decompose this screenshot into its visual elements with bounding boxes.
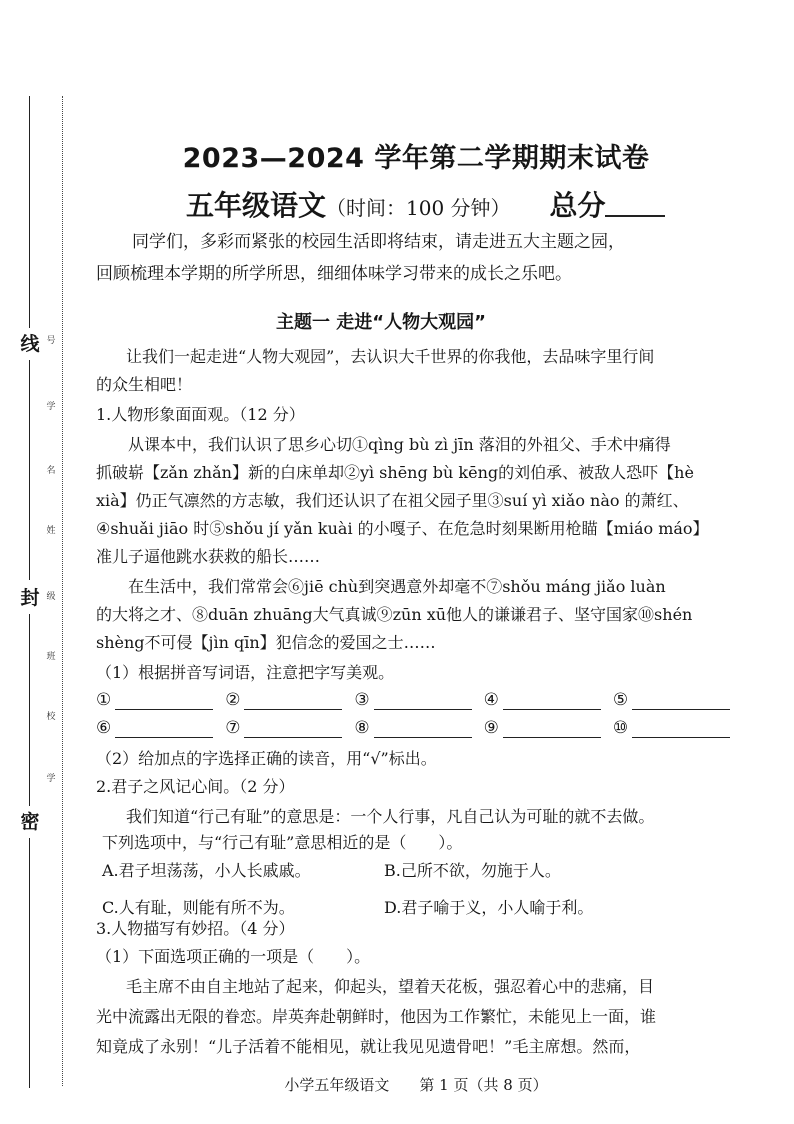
- answer-blank[interactable]: [96, 690, 219, 710]
- passage-line: 在生活中，我们常常会⑥jiē chù到突遇意外却毫不⑦shǒu máng jiǎo luàn: [128, 577, 666, 596]
- margin-line: [29, 614, 30, 806]
- option-a[interactable]: A.君子坦荡荡，小人长戚戚。: [102, 861, 311, 880]
- answer-blank[interactable]: [354, 690, 477, 710]
- margin-line: [29, 360, 30, 580]
- option-b[interactable]: B.己所不欲，勿施于人。: [384, 861, 561, 880]
- margin-label: 校: [46, 712, 56, 722]
- intro-line: 回顾梳理本学期的所学所思，细细体味学习带来的成长之乐吧。: [96, 264, 572, 284]
- blank-number: ⑥: [96, 718, 112, 738]
- margin-line: [29, 96, 30, 328]
- blank-number: ③: [354, 690, 370, 710]
- answer-blank[interactable]: [225, 690, 348, 710]
- margin-label: 级: [46, 592, 56, 602]
- passage-line: xià】仍正气凛然的方志敏，我们还认识了在祖父园子里③suí yì xiǎo nào 的萧红、: [96, 491, 689, 510]
- option-c[interactable]: C.人有耻，则能有所不为。: [102, 898, 295, 917]
- choice-options: [102, 858, 684, 918]
- answer-blank[interactable]: [484, 718, 607, 738]
- answer-blanks-row: [96, 718, 736, 738]
- exam-subtitle: [186, 184, 665, 224]
- blank-number: ⑩: [612, 718, 629, 738]
- margin-line: [29, 838, 30, 1088]
- sub-question: （1）根据拼音写词语，注意把字写美观。: [96, 663, 395, 682]
- option-d[interactable]: D.君子喻于义，小人喻于利。: [384, 898, 594, 917]
- margin-label: 名: [46, 466, 56, 476]
- passage-line: 从课本中，我们认识了思乡心切①qìng bù zì jīn 落泪的外祖父、手术中痛得: [128, 435, 671, 454]
- blank-number: ②: [225, 690, 241, 710]
- answer-blank[interactable]: [613, 718, 736, 738]
- margin-label: 学: [46, 774, 56, 784]
- question-heading: 2.君子之风记心间。（2 分）: [96, 777, 295, 796]
- answer-blank[interactable]: [613, 690, 736, 710]
- blank-number: ⑤: [612, 690, 629, 710]
- section-title: 主题一 走进“人物大观园”: [276, 312, 486, 333]
- passage-line: 准儿子逼他跳水获救的船长……: [96, 547, 321, 566]
- blank-number: ⑧: [354, 718, 370, 738]
- answer-blank[interactable]: [96, 718, 219, 738]
- passage-line: shèng不可侵【jìn qīn】犯信念的爱国之士……: [96, 633, 436, 652]
- passage-line: 我们知道“行己有耻”的意思是：一个人行事，凡自己认为可耻的就不去做。: [126, 807, 655, 826]
- section-intro-line: 让我们一起走进“人物大观园”，去认识大千世界的你我他，去品味字里行间: [126, 347, 655, 366]
- margin-dotted-line: [62, 96, 63, 1086]
- answer-blank[interactable]: [354, 718, 477, 738]
- total-score-label: 总分: [549, 189, 606, 222]
- page-footer: 小学五年级语文 第 1 页（共 8 页）: [284, 1076, 548, 1094]
- passage-line: 毛主席不由自主地站了起来，仰起头，望着天花板，强忍着心中的悲痛，目: [126, 977, 655, 996]
- margin-label: 号: [46, 336, 56, 346]
- exam-page: [96, 0, 736, 1124]
- sub-question: （1）下面选项正确的一项是（ ）。: [96, 947, 371, 966]
- answer-blanks-row: [96, 690, 736, 710]
- margin-label: 学: [46, 402, 56, 412]
- section-intro-line: 的众生相吧！: [96, 375, 193, 394]
- passage-line: 知竟成了永别！“儿子活着不能相见，就让我见见遗骨吧！”毛主席想。然而，: [96, 1037, 641, 1056]
- time-label: （时间：100 分钟）: [326, 196, 511, 220]
- passage-line: 的大将之才、⑧duān zhuāng大气真诚⑨zūn xū他人的谦谦君子、坚守国家⑩shén: [96, 605, 693, 624]
- question-heading: 3.人物描写有妙招。（4 分）: [96, 919, 295, 938]
- sub-question: （2）给加点的字选择正确的读音，用“√”标出。: [96, 749, 437, 768]
- binding-margin: [0, 0, 70, 1124]
- passage-line: 下列选项中，与“行己有耻”意思相近的是（ ）。: [102, 833, 463, 852]
- blank-number: ①: [96, 690, 112, 710]
- margin-char-mi: 密: [20, 811, 40, 833]
- passage-line: 光中流露出无限的眷恋。岸英奔赴朝鲜时，他因为工作繁忙，未能见上一面，谁: [96, 1007, 657, 1026]
- margin-char-feng: 封: [20, 587, 40, 609]
- margin-label: 班: [46, 652, 56, 662]
- answer-blank[interactable]: [484, 690, 607, 710]
- margin-char-xian: 线: [20, 333, 40, 355]
- passage-line: 抓破崭【zǎn zhǎn】新的白床单却②yì shēng bù kēng的刘伯承、被敌人恐吓【hè: [96, 463, 694, 482]
- total-score-blank[interactable]: [605, 193, 665, 217]
- question-heading: 1.人物形象面面观。（12 分）: [96, 405, 305, 424]
- answer-blank[interactable]: [225, 718, 348, 738]
- exam-title: 2023—2024 学年第二学期期末试卷: [182, 143, 650, 174]
- blank-number: ④: [483, 690, 499, 710]
- passage-line: ④shuǎi jiāo 时⑤shǒu jí yǎn kuài 的小嘎子、在危急时刻果断用枪瞄【miáo máo】: [96, 519, 709, 538]
- blank-number: ⑦: [225, 718, 241, 738]
- blank-number: ⑨: [483, 718, 499, 738]
- intro-line: 同学们，多彩而紧张的校园生活即将结束，请走进五大主题之园，: [132, 232, 625, 252]
- subject-label: 五年级语文: [186, 189, 327, 222]
- margin-label: 姓: [46, 526, 56, 536]
